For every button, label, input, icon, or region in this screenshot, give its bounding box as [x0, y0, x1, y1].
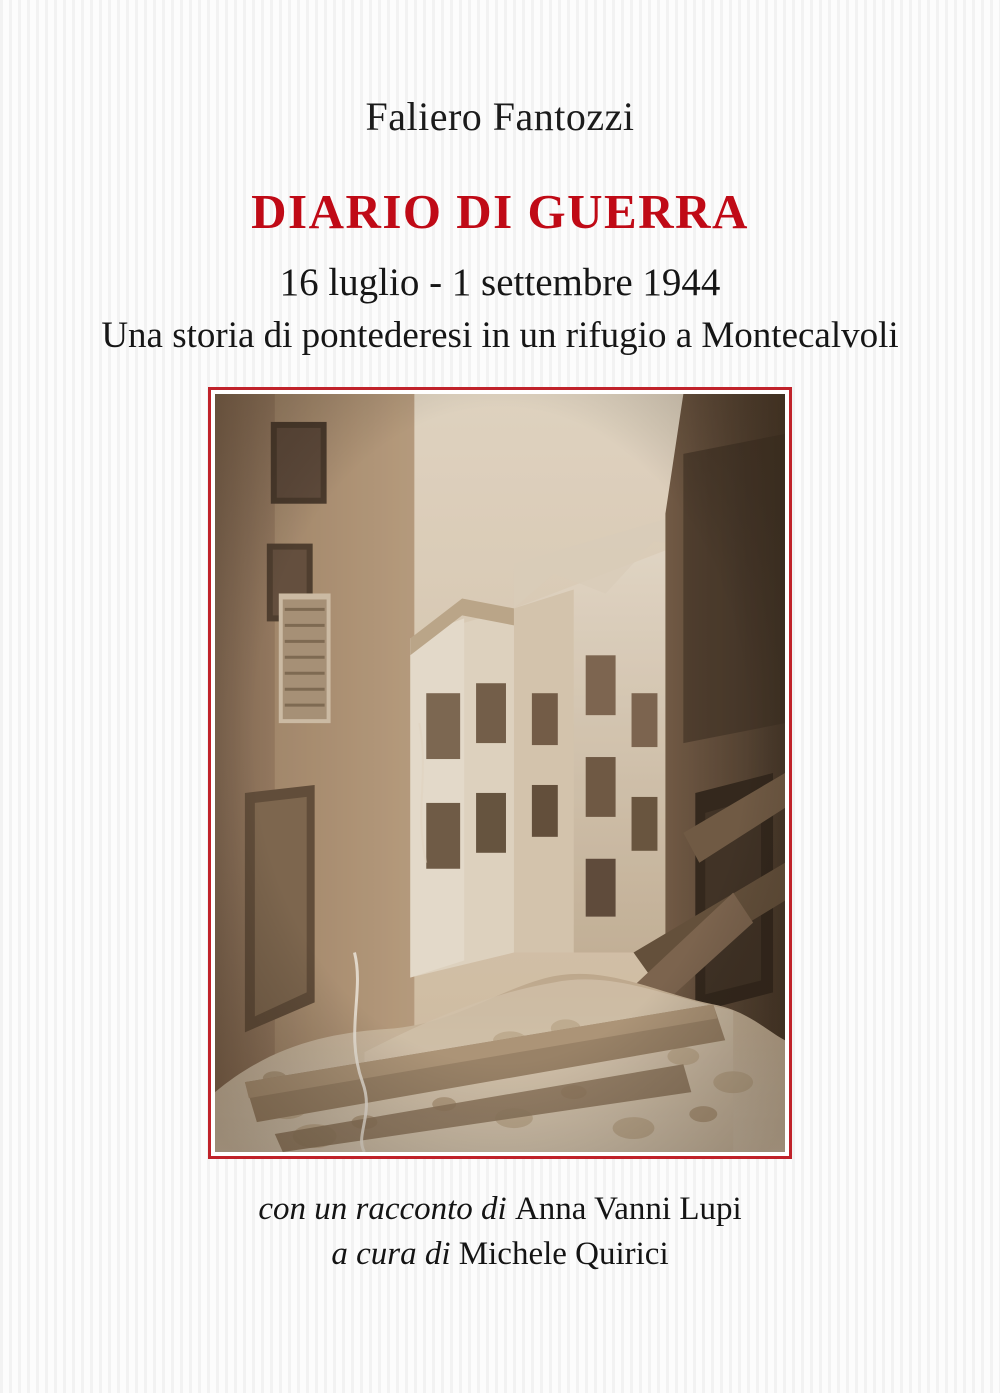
credits-line-1-name: Anna Vanni Lupi [514, 1191, 742, 1228]
cover-photo [215, 394, 785, 1152]
book-subtitle: 16 luglio - 1 settembre 1944 [279, 261, 721, 304]
book-tagline: Una storia di pontederesi in un rifugio a Montecalvoli [101, 315, 899, 357]
bombed-street-photo-illustration [215, 394, 785, 1152]
cover-credits [258, 1187, 741, 1276]
book-title: DIARIO DI GUERRA [251, 184, 749, 239]
author-name: Faliero Fantozzi [365, 94, 635, 139]
cover-photo-frame [208, 387, 792, 1159]
credits-line-2 [258, 1232, 741, 1277]
credits-line-2-name: Michele Quirici [458, 1235, 669, 1272]
credits-line-1-italic: con un racconto di [258, 1191, 515, 1228]
credits-line-2-italic: a cura di [331, 1235, 459, 1272]
credits-line-1 [258, 1187, 741, 1232]
